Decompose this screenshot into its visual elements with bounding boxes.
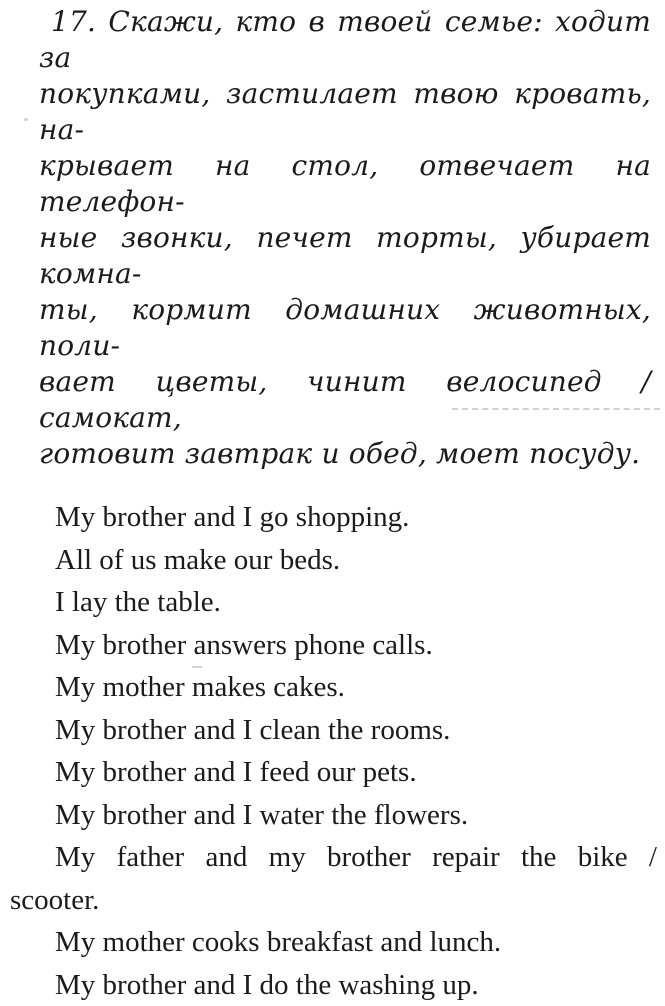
scan-artifact xyxy=(24,118,28,121)
answer-sentence: My father and my brother repair the bike / xyxy=(10,836,657,879)
task-line: ные звонки, печет торты, убирает комна- xyxy=(39,220,651,292)
task-line: крывает на стол, отвечает на телефон- xyxy=(39,148,651,220)
answers-list xyxy=(10,496,657,1006)
document-page xyxy=(0,4,665,795)
answer-sentence: My brother and I clean the rooms. xyxy=(10,709,657,752)
task-line: вает цветы, чинит велосипед / самокат, xyxy=(39,364,651,436)
answer-sentence: All of us make our beds. xyxy=(10,539,657,582)
task-line: покупками, застилает твою кровать, на- xyxy=(39,76,651,148)
task-line: готовит завтрак и обед, моет посуду. xyxy=(39,436,651,472)
answer-sentence: My brother and I go shopping. xyxy=(10,496,657,539)
answer-sentence: My brother answers phone calls. xyxy=(10,624,657,667)
answer-sentence: My brother and I feed our pets. xyxy=(10,751,657,794)
task-paragraph xyxy=(39,4,651,472)
answer-sentence: I lay the table. xyxy=(10,581,657,624)
answer-sentence: My mother cooks breakfast and lunch. xyxy=(10,921,657,964)
task-line: 17. Скажи, кто в твоей семье: ходит за xyxy=(39,4,651,76)
answer-sentence-continuation: scooter. xyxy=(10,879,657,922)
answer-sentence: My mother makes cakes. xyxy=(10,666,657,709)
task-line: ты, кормит домашних животных, поли- xyxy=(39,292,651,364)
answer-sentence: My brother and I do the washing up. xyxy=(10,964,657,1006)
answer-sentence: My brother and I water the flowers. xyxy=(10,794,657,837)
